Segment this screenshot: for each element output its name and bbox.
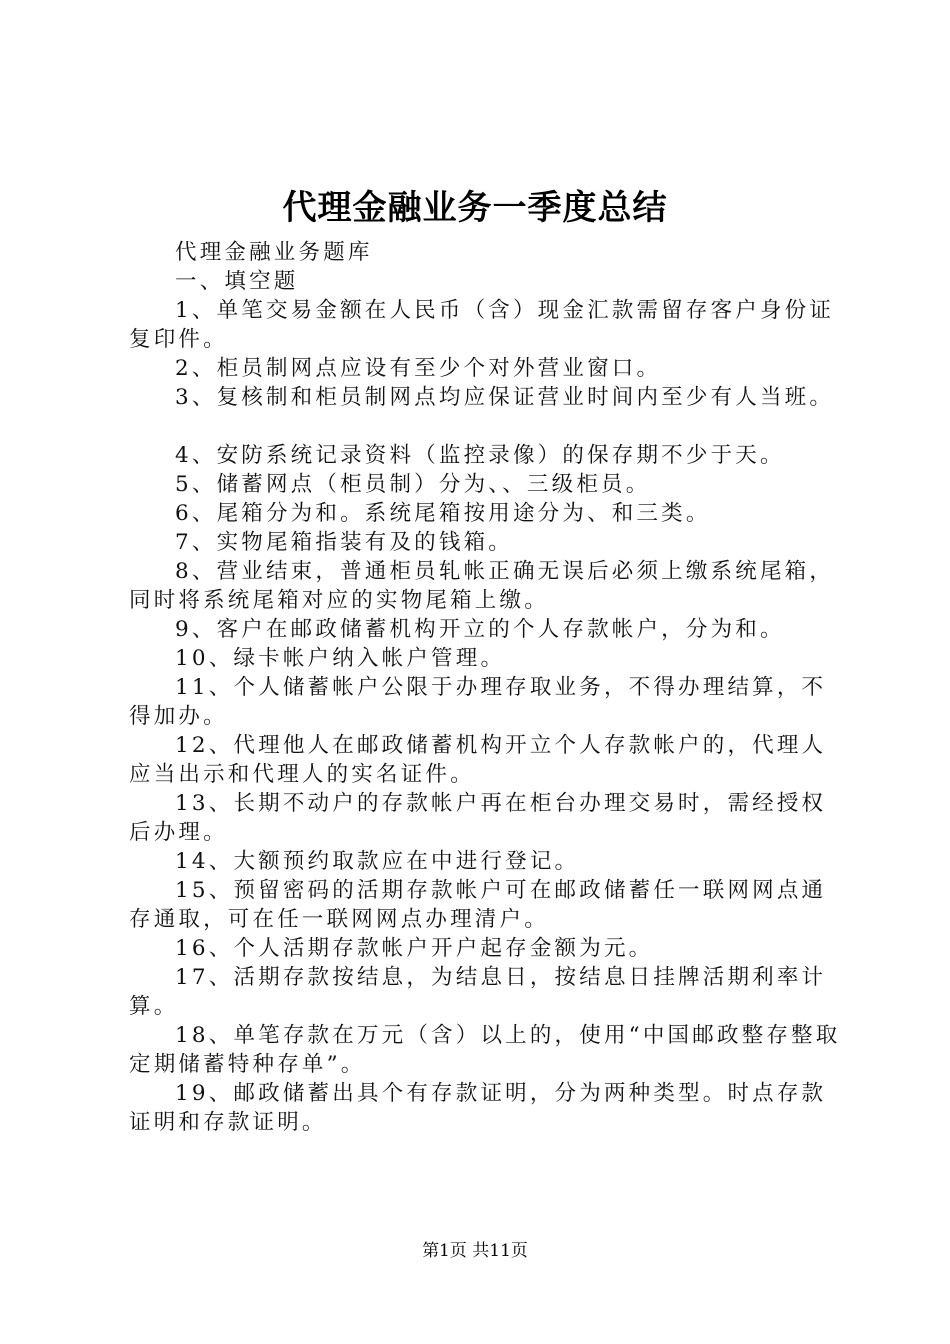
paragraph: 1、单笔交易金额在人民币（含）现金汇款需留存客户身份证复印件。 xyxy=(129,298,835,352)
paragraph: 代理金融业务题库 xyxy=(175,240,373,265)
paragraph: 17、活期存款按结息，为结息日，按结息日挂牌活期利率计算。 xyxy=(129,965,827,1019)
document-title: 代理金融业务一季度总结 xyxy=(282,188,668,228)
paragraph: 4、安防系统记录资料（监控录像）的保存期不少于天。 xyxy=(175,443,785,468)
paragraph: 13、长期不动户的存款帐户再在柜台办理交易时，需经授权后办理。 xyxy=(129,791,827,845)
paragraph: 2、柜员制网点应设有至少个对外营业窗口。 xyxy=(175,356,662,381)
paragraph: 16、个人活期存款帐户开户起存金额为元。 xyxy=(175,936,654,961)
page-footer: 第1页 共11页 xyxy=(422,1241,528,1261)
paragraph: 11、个人储蓄帐户公限于办理存取业务，不得办理结算，不得加办。 xyxy=(129,675,827,729)
paragraph: 18、单笔存款在万元（含）以上的，使用“中国邮政整存整取定期储蓄特种存单”。 xyxy=(129,1023,841,1077)
paragraph: 一、填空题 xyxy=(175,269,299,294)
paragraph: 7、实物尾箱指装有及的钱箱。 xyxy=(175,530,513,555)
paragraph: 19、邮政储蓄出具个有存款证明，分为两种类型。时点存款证明和存款证明。 xyxy=(129,1081,827,1135)
paragraph: 3、复核制和柜员制网点均应保证营业时间内至少有人当班。 xyxy=(175,385,835,410)
paragraph: 12、代理他人在邮政储蓄机构开立个人存款帐户的，代理人应当出示和代理人的实名证件。 xyxy=(129,733,827,787)
paragraph: 5、储蓄网点（柜员制）分为、、三级柜员。 xyxy=(175,472,651,497)
paragraph: 10、绿卡帐户纳入帐户管理。 xyxy=(175,646,506,671)
paragraph: 15、预留密码的活期存款帐户可在邮政储蓄任一联网网点通存通取，可在任一联网网点办理清户。 xyxy=(129,878,827,932)
paragraph: 8、营业结束，普通柜员轧帐正确无误后必须上缴系统尾箱，同时将系统尾箱对应的实物尾箱上缴。 xyxy=(129,559,835,613)
document-body xyxy=(129,238,841,1137)
paragraph: 9、客户在邮政储蓄机构开立的个人存款帐户，分为和。 xyxy=(175,617,785,642)
paragraph: 14、大额预约取款应在中进行登记。 xyxy=(175,849,580,874)
paragraph: 6、尾箱分为和。系统尾箱按用途分为、和三类。 xyxy=(175,501,711,526)
